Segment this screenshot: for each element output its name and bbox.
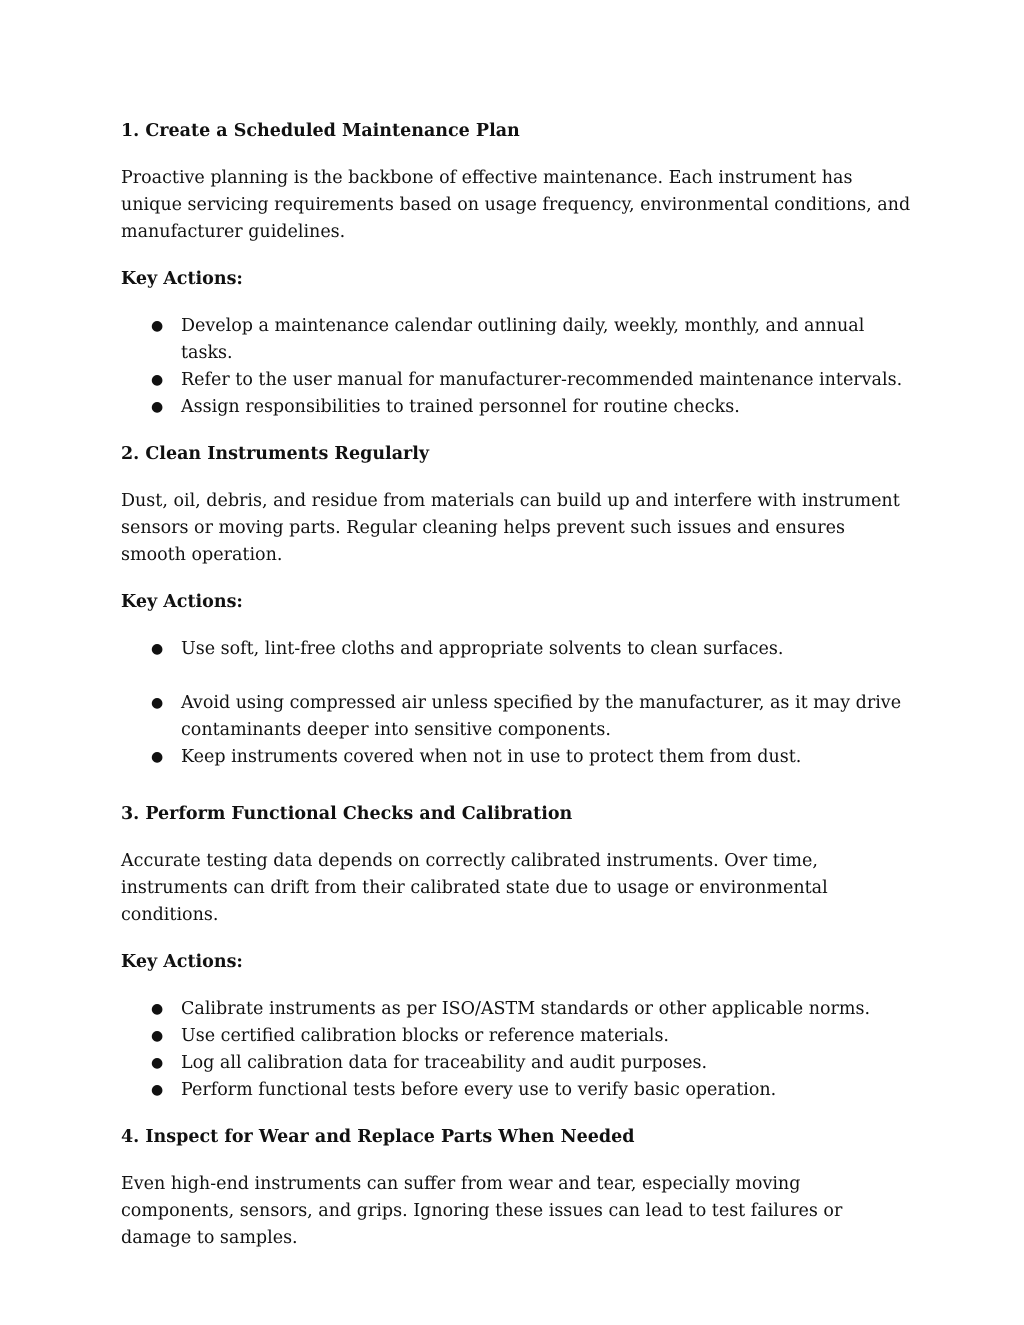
bullet-icon: ● <box>151 749 164 765</box>
list-item: ● Develop a maintenance calendar outlining daily, weekly, monthly, and annual tasks. <box>121 313 911 367</box>
section-4-paragraph: Even high-end instruments can suffer from wear and tear, especially moving components, sensors, and grips. Ignoring these issues can lead to test failures or damage to samples. <box>121 1174 843 1248</box>
section-1-heading: 1. Create a Scheduled Maintenance Plan <box>121 121 520 141</box>
section-1-paragraph: Proactive planning is the backbone of effective maintenance. Each instrument has unique servicing requirements based on usage frequency, environmental conditions, and manufacturer guidelines. <box>121 168 911 242</box>
bullet-icon: ● <box>151 372 164 388</box>
section-3-action-list <box>121 996 911 1104</box>
section-1-key-actions-label: Key Actions: <box>121 269 243 289</box>
list-item: ● Use certified calibration blocks or reference materials. <box>121 1023 911 1050</box>
section-2-action-list <box>121 636 911 771</box>
bullet-icon: ● <box>151 399 164 415</box>
section-3-heading: 3. Perform Functional Checks and Calibration <box>121 804 573 824</box>
section-2-key-actions-label: Key Actions: <box>121 592 243 612</box>
bullet-icon: ● <box>151 641 164 657</box>
section-3-paragraph: Accurate testing data depends on correctly calibrated instruments. Over time, instruments can drift from their calibrated state due to usage or environmental conditions. <box>121 851 828 925</box>
bullet-icon: ● <box>151 1082 164 1098</box>
list-item: ● Calibrate instruments as per ISO/ASTM standards or other applicable norms. <box>121 996 911 1023</box>
bullet-icon: ● <box>151 1001 164 1017</box>
document-page <box>121 118 911 1252</box>
bullet-icon: ● <box>151 695 164 711</box>
section-2-paragraph: Dust, oil, debris, and residue from materials can build up and interfere with instrument sensors or moving parts. Regular cleaning helps prevent such issues and ensures smooth operation. <box>121 491 900 565</box>
list-item: ● Keep instruments covered when not in use to protect them from dust. <box>121 744 911 771</box>
list-item: ● Use soft, lint-free cloths and appropriate solvents to clean surfaces. <box>121 636 911 663</box>
list-item: ● Avoid using compressed air unless specified by the manufacturer, as it may drive contaminants deeper into sensitive components. <box>121 690 911 744</box>
list-item: ● Perform functional tests before every use to verify basic operation. <box>121 1077 911 1104</box>
bullet-icon: ● <box>151 318 164 334</box>
section-4-heading: 4. Inspect for Wear and Replace Parts When Needed <box>121 1127 635 1147</box>
list-item: ● Refer to the user manual for manufacturer-recommended maintenance intervals. <box>121 367 911 394</box>
section-3-key-actions-label: Key Actions: <box>121 952 243 972</box>
section-2-heading: 2. Clean Instruments Regularly <box>121 444 430 464</box>
bullet-icon: ● <box>151 1028 164 1044</box>
list-item: ● Log all calibration data for traceability and audit purposes. <box>121 1050 911 1077</box>
section-1-action-list <box>121 313 911 421</box>
list-item: ● Assign responsibilities to trained personnel for routine checks. <box>121 394 911 421</box>
bullet-icon: ● <box>151 1055 164 1071</box>
